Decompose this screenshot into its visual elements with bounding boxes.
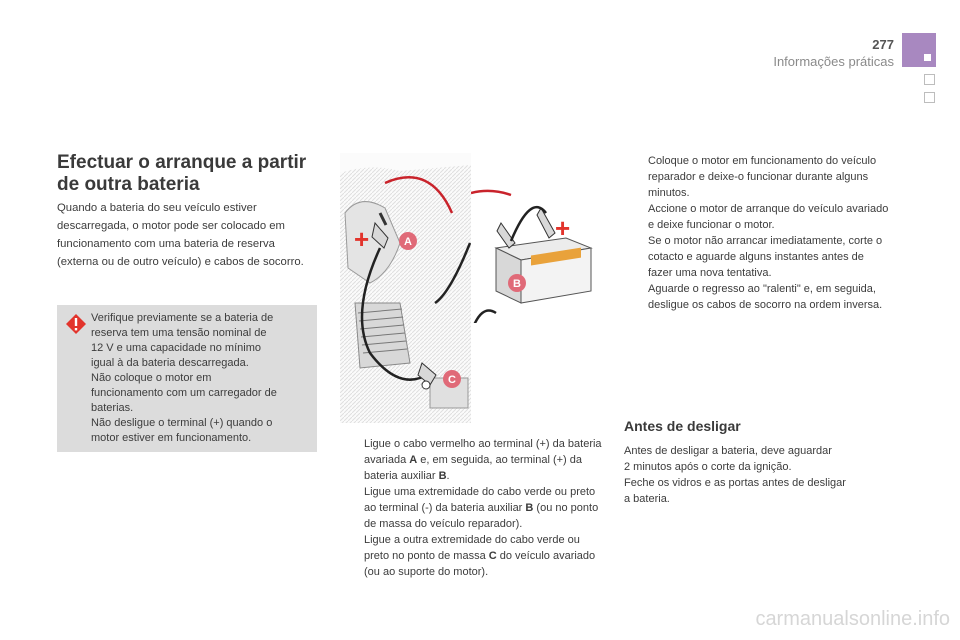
chapter-title: Informações práticas [773, 54, 894, 69]
warning-line: Não desligue o terminal (+) quando o [91, 417, 273, 429]
before-disconnect-title: Antes de desligar [624, 418, 741, 434]
step-item: Ligue uma extremidade do cabo verde ou preto ao terminal (-) da bateria auxiliar B (ou no ponto de massa do veículo reparador). [364, 486, 599, 530]
page-number: 277 [872, 37, 894, 52]
before-disconnect-line: 2 minutos após o corte da ignição. [624, 461, 792, 473]
nav-box-1 [924, 74, 935, 85]
before-disconnect-line: Antes de desligar a bateria, deve aguardar [624, 445, 832, 457]
tab-marker [924, 54, 931, 61]
svg-text:C: C [448, 374, 456, 386]
warning-line: baterias. [91, 402, 134, 414]
watermark: carmanualsonline.info [755, 608, 950, 630]
nav-box-2 [924, 92, 935, 103]
start-steps [624, 153, 889, 313]
step-item: Accione o motor de arranque do veículo avariado e deixe funcionar o motor. Se o motor não arrancar imediatamente, corte o cotacto e aguarde alguns instantes antes de fazer uma nova tentativa. [648, 203, 889, 279]
label-a [399, 232, 417, 250]
warning-line: reserva tem uma tensão nominal de [91, 327, 267, 339]
warning-icon [65, 313, 87, 335]
step-item: Coloque o motor em funcionamento do veículo reparador e deixe-o funcionar durante alguns minutos. [648, 155, 877, 199]
warning-line: Verifique previamente se a bateria de [91, 312, 274, 324]
battery-body [496, 238, 591, 303]
section-title: Efectuar o arranque a partir de outra bateria [57, 152, 307, 195]
step-item: Ligue o cabo vermelho ao terminal (+) da bateria avariada A e, em seguida, ao terminal (+) da bateria auxiliar B. [364, 438, 602, 482]
intro-paragraph: Quando a bateria do seu veículo estiver descarregada, o motor pode ser colocado em funcionamento com uma bateria de reserva (externa ou de outro veículo) e cabos de socorro. [57, 202, 304, 268]
warning-line: Não coloque o motor em [91, 372, 212, 384]
svg-text:B: B [513, 278, 521, 290]
warning-text [91, 311, 311, 446]
warning-box [57, 305, 317, 452]
label-b [508, 274, 526, 292]
connection-steps [340, 436, 605, 580]
auxiliary-battery-illustration [471, 153, 611, 323]
chapter-tab [902, 33, 936, 67]
svg-text:A: A [404, 236, 412, 248]
warning-line: 12 V e uma capacidade no mínimo [91, 342, 261, 354]
warning-line: motor estiver em funcionamento. [91, 432, 252, 444]
plus-sign-right: + [555, 213, 571, 243]
warning-line: funcionamento com um carregador de [91, 387, 277, 399]
warning-line: igual à da bateria descarregada. [91, 357, 249, 369]
step-item: Ligue a outra extremidade do cabo verde ou preto no ponto de massa C do veículo avariado (ou ao suporte do motor). [364, 534, 596, 578]
label-c [443, 370, 461, 388]
before-disconnect-line: Feche os vidros e as portas antes de desligar [624, 477, 846, 489]
before-disconnect-text [624, 443, 886, 507]
step-item: Aguarde o regresso ao "ralenti" e, em seguida, desligue os cabos de socorro na ordem inversa. [648, 283, 883, 311]
jump-start-illustration [340, 153, 471, 423]
before-disconnect-line: a bateria. [624, 493, 670, 505]
plus-sign-left: + [354, 224, 370, 254]
